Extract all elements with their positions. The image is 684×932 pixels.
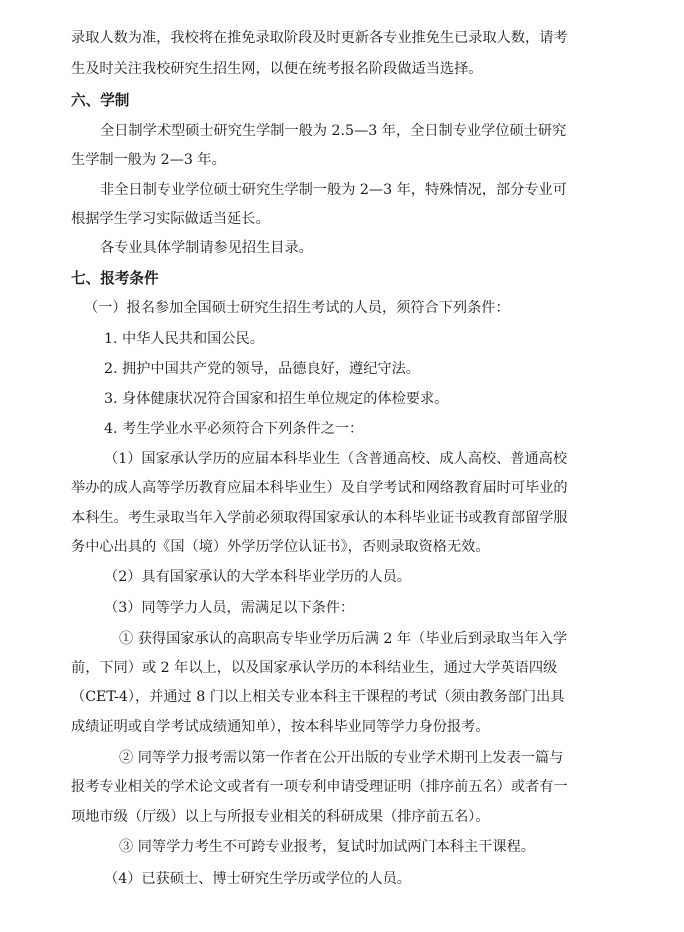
sub-clause-1-line-4: 成绩证明或自学考试成绩通知单），按本科毕业同等学力身份报考。	[71, 719, 490, 735]
section-7-subsection-1: （一）报名参加全国硕士研究生招生考试的人员，须符合下列条件：	[84, 300, 510, 316]
sub-clause-2-line-1: ② 同等学力报考需以第一作者在公开出版的专业学术期刊上发表一篇与	[119, 750, 564, 766]
clause-1-line-2: 举办的成人高等学历教育应届本科毕业生）及自学考试和网络教育届时可毕业的	[71, 480, 568, 496]
condition-item-2: 2. 拥护中国共产党的领导，品德良好，遵纪守法。	[104, 361, 420, 377]
clause-1-line-4: 务中心出具的《国（境）外学历学位认证书》，否则录取资格无效。	[71, 539, 490, 555]
intro-line-2: 生及时关注我校研究生招生网，以便在统考报名阶段做适当选择。	[71, 61, 483, 77]
clause-1-line-3: 本科生。考生录取当年入学前必须取得国家承认的本科毕业证书或教育部留学服	[71, 510, 568, 526]
intro-line-1: 录取人数为准，我校将在推免录取阶段及时更新各专业推免生已录取人数，请考	[71, 30, 568, 46]
clause-2: （2）具有国家承认的大学本科毕业学历的人员。	[104, 569, 411, 585]
sub-clause-3: ③ 同等学力考生不可跨专业报考，复试时加试两门本科主干课程。	[119, 839, 535, 855]
section-6-para-1-line-2: 生学制一般为 2—3 年。	[71, 152, 226, 168]
sub-clause-1-line-1: ① 获得国家承认的高职高专毕业学历后满 2 年（毕业后到录取当年入学	[119, 631, 568, 647]
section-7-heading: 七、报考条件	[71, 270, 159, 287]
section-6-para-2-line-1: 非全日制专业学位硕士研究生学制一般为 2—3 年，特殊情况，部分专业可	[100, 182, 567, 198]
section-6-para-2-line-2: 根据学生学习实际做适当延长。	[71, 211, 270, 227]
condition-item-3: 3. 身体健康状况符合国家和招生单位规定的体检要求。	[104, 391, 449, 407]
clause-4: （4）已获硕士、博士研究生学历或学位的人员。	[104, 871, 411, 887]
clause-3: （3）同等学力人员，需满足以下条件：	[104, 600, 355, 616]
section-6-heading: 六、学制	[71, 92, 130, 109]
clause-1-line-1: （1）国家承认学历的应届本科毕业生（含普通高校、成人高校、普通高校	[104, 451, 568, 467]
sub-clause-2-line-3: 项地市级（厅级）以上与所报专业相关的科研成果（排序前五名）。	[71, 809, 490, 825]
sub-clause-1-line-3: （CET-4），并通过 8 门以上相关专业本科主干课程的考试（须由教务部门出具	[71, 689, 565, 705]
section-6-para-1-line-1: 全日制学术型硕士研究生学制一般为 2.5—3 年，全日制专业学位硕士研究	[100, 123, 567, 139]
sub-clause-2-line-2: 报考专业相关的学术论文或者有一项专利申请受理证明（排序前五名）或者有一	[71, 779, 568, 795]
sub-clause-1-line-2: 前，下同）或 2 年以上，以及国家承认学历的本科结业生，通过大学英语四级	[71, 660, 558, 676]
condition-item-4: 4. 考生学业水平必须符合下列条件之一：	[104, 421, 364, 437]
section-6-para-3: 各专业具体学制请参见招生目录。	[100, 240, 313, 256]
condition-item-1: 1. 中华人民共和国公民。	[104, 331, 264, 347]
